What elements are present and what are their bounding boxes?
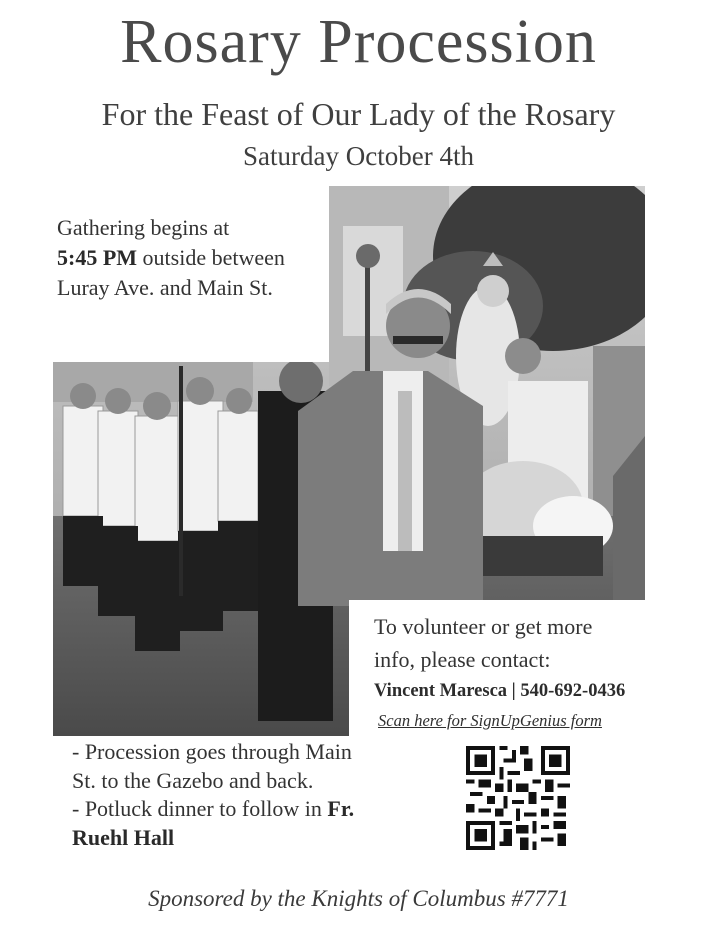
gathering-time: 5:45 PM <box>57 245 138 270</box>
gathering-intro: Gathering begins at <box>57 215 230 240</box>
detail-potluck-place: Fr. Ruehl Hall <box>72 796 355 850</box>
event-details <box>72 738 362 852</box>
detail-potluck-text: - Potluck dinner to follow in <box>72 796 328 821</box>
flyer-subtitle: For the Feast of Our Lady of the Rosary <box>101 96 616 132</box>
sponsor-line: Sponsored by the Knights of Columbus #7771 <box>148 886 569 911</box>
gathering-info <box>57 213 327 303</box>
contact-text-line2: info, please contact: <box>374 647 551 672</box>
gathering-location: outside between Luray Ave. and Main St. <box>57 245 285 300</box>
signup-scan-link[interactable]: Scan here for SignUpGenius form <box>378 711 602 730</box>
flyer-title: Rosary Procession <box>120 8 597 76</box>
qr-code-icon[interactable] <box>466 746 570 850</box>
detail-potluck <box>72 795 362 852</box>
detail-procession-route: - Procession goes through Main St. to the Gazebo and back. <box>72 739 352 793</box>
event-date: Saturday October 4th <box>243 141 474 171</box>
contact-text-line1: To volunteer or get more <box>374 614 593 639</box>
contact-name-phone: Vincent Maresca | 540-692-0436 <box>374 681 626 701</box>
